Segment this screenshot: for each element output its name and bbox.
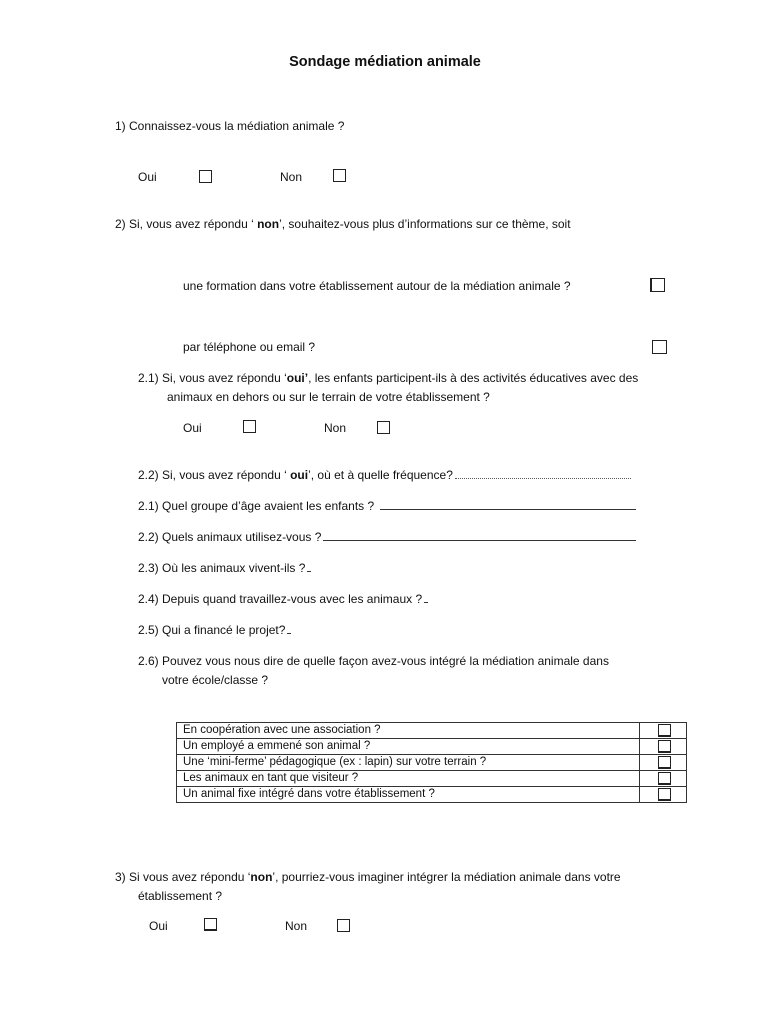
option-checkbox[interactable] xyxy=(658,740,671,753)
question-3-line2: établissement ? xyxy=(138,889,223,903)
option-label: Un employé a emmené son animal ? xyxy=(177,739,640,755)
question-2-2: 2.2) Si, vous avez répondu ‘ oui’, où et à quelle fréquence? xyxy=(138,468,631,482)
question-depuis: 2.4) Depuis quand travaillez-vous avec les animaux ? xyxy=(138,592,428,606)
q21-oui-label: Oui xyxy=(183,421,202,435)
q21-oui-checkbox[interactable] xyxy=(243,420,256,433)
question-age: 2.1) Quel groupe d’âge avaient les enfants ? xyxy=(138,499,636,513)
table-row xyxy=(177,739,687,755)
q1-non-checkbox[interactable] xyxy=(333,169,346,182)
table-row xyxy=(177,771,687,787)
q1-oui-label: Oui xyxy=(138,170,157,184)
answer-line[interactable] xyxy=(455,468,631,479)
option-label: En coopération avec une association ? xyxy=(177,723,640,739)
q1-oui-checkbox[interactable] xyxy=(199,170,212,183)
question-3: 3) Si vous avez répondu ‘non’, pourriez-vous imaginer intégrer la médiation animale dans votre xyxy=(115,870,621,884)
q3-oui-checkbox[interactable] xyxy=(204,918,217,931)
table-row xyxy=(177,723,687,739)
q3-non-label: Non xyxy=(285,919,308,933)
option-checkbox[interactable] xyxy=(658,724,671,737)
option-checkbox[interactable] xyxy=(658,756,671,769)
question-2-1-line2: animaux en dehors ou sur le terrain de votre établissement ? xyxy=(167,390,490,404)
answer-line[interactable] xyxy=(307,561,311,572)
q21-non-label: Non xyxy=(324,421,347,435)
question-facon: 2.6) Pouvez vous nous dire de quelle façon avez-vous intégré la médiation animale dans xyxy=(138,654,609,668)
q2-option-formation: une formation dans votre établissement autour de la médiation animale ? xyxy=(183,279,571,293)
q2-phone-checkbox[interactable] xyxy=(652,340,667,354)
q3-oui-label: Oui xyxy=(149,919,168,933)
q21-non-checkbox[interactable] xyxy=(377,421,390,434)
page-title: Sondage médiation animale xyxy=(289,54,481,70)
option-label: Une ‘mini-ferme’ pédagogique (ex : lapin) sur votre terrain ? xyxy=(177,755,640,771)
q1-non-label: Non xyxy=(280,170,303,184)
table-row xyxy=(177,755,687,771)
question-2: 2) Si, vous avez répondu ‘ non’, souhaitez-vous plus d’informations sur ce thème, soit xyxy=(115,217,571,231)
question-facon-line2: votre école/classe ? xyxy=(162,673,269,687)
answer-line[interactable] xyxy=(287,623,291,634)
option-checkbox[interactable] xyxy=(658,772,671,785)
question-vivent: 2.3) Où les animaux vivent-ils ? xyxy=(138,561,311,575)
answer-line[interactable] xyxy=(380,499,636,510)
integration-options-table xyxy=(176,722,687,803)
option-checkbox[interactable] xyxy=(658,788,671,801)
q2-option-phone: par téléphone ou email ? xyxy=(183,340,316,354)
option-label: Un animal fixe intégré dans votre établissement ? xyxy=(177,787,640,803)
question-animaux: 2.2) Quels animaux utilisez-vous ? xyxy=(138,530,636,544)
q2-formation-checkbox[interactable] xyxy=(650,278,665,292)
answer-line[interactable] xyxy=(424,592,428,603)
question-finance: 2.5) Qui a financé le projet? xyxy=(138,623,291,637)
table-row xyxy=(177,787,687,803)
question-1: 1) Connaissez-vous la médiation animale ? xyxy=(115,119,345,133)
question-2-1: 2.1) Si, vous avez répondu ‘oui’, les enfants participent-ils à des activités éducatives avec des xyxy=(138,371,639,385)
q3-non-checkbox[interactable] xyxy=(337,919,350,932)
option-label: Les animaux en tant que visiteur ? xyxy=(177,771,640,787)
answer-line[interactable] xyxy=(323,530,636,541)
